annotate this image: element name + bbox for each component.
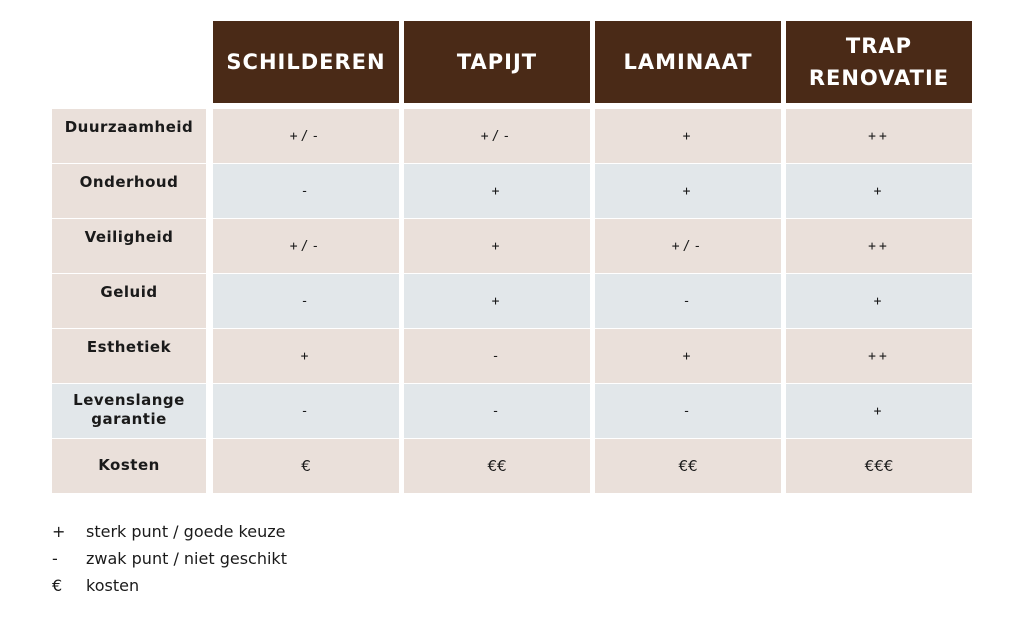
table-cell: ++ bbox=[786, 109, 972, 163]
table-cell: € bbox=[213, 439, 399, 493]
table-cell: €€€ bbox=[786, 439, 972, 493]
legend-symbol: € bbox=[52, 576, 63, 595]
table-cell: - bbox=[595, 274, 781, 328]
legend-text: zwak punt / niet geschikt bbox=[86, 549, 287, 568]
table-cell: + bbox=[595, 109, 781, 163]
row-label: Esthetiek bbox=[52, 329, 206, 383]
column-header-tapijt: TAPIJT bbox=[404, 21, 590, 103]
table-cell: - bbox=[595, 384, 781, 438]
legend-symbol: - bbox=[52, 549, 58, 568]
row-label: Geluid bbox=[52, 274, 206, 328]
table-cell: + bbox=[595, 164, 781, 218]
column-header-schilderen: SCHILDEREN bbox=[213, 21, 399, 103]
table-cell: ++ bbox=[786, 219, 972, 273]
table-cell: - bbox=[213, 274, 399, 328]
legend-symbol: + bbox=[52, 522, 66, 541]
row-label: Onderhoud bbox=[52, 164, 206, 218]
table-cell: +/- bbox=[213, 219, 399, 273]
table-cell: + bbox=[595, 329, 781, 383]
table-cell: €€ bbox=[595, 439, 781, 493]
row-label: Kosten bbox=[52, 439, 206, 493]
table-cell: +/- bbox=[404, 109, 590, 163]
table-cell: + bbox=[404, 164, 590, 218]
table-cell: - bbox=[213, 164, 399, 218]
table-cell: + bbox=[213, 329, 399, 383]
table-cell: - bbox=[404, 384, 590, 438]
table-cell: + bbox=[404, 219, 590, 273]
row-label: Duurzaamheid bbox=[52, 109, 206, 163]
table-cell: - bbox=[213, 384, 399, 438]
row-label: Veiligheid bbox=[52, 219, 206, 273]
legend-text: kosten bbox=[86, 576, 140, 595]
table-cell: + bbox=[786, 384, 972, 438]
table-cell: ++ bbox=[786, 329, 972, 383]
legend-text: sterk punt / goede keuze bbox=[86, 522, 286, 541]
table-cell: +/- bbox=[213, 109, 399, 163]
column-header-laminaat: LAMINAAT bbox=[595, 21, 781, 103]
table-cell: - bbox=[404, 329, 590, 383]
table-cell: + bbox=[786, 164, 972, 218]
table-cell: + bbox=[786, 274, 972, 328]
row-label: Levenslange garantie bbox=[52, 384, 206, 438]
table-cell: + bbox=[404, 274, 590, 328]
column-header-trap-renovatie: TRAP RENOVATIE bbox=[786, 21, 972, 103]
table-cell: +/- bbox=[595, 219, 781, 273]
table-cell: €€ bbox=[404, 439, 590, 493]
